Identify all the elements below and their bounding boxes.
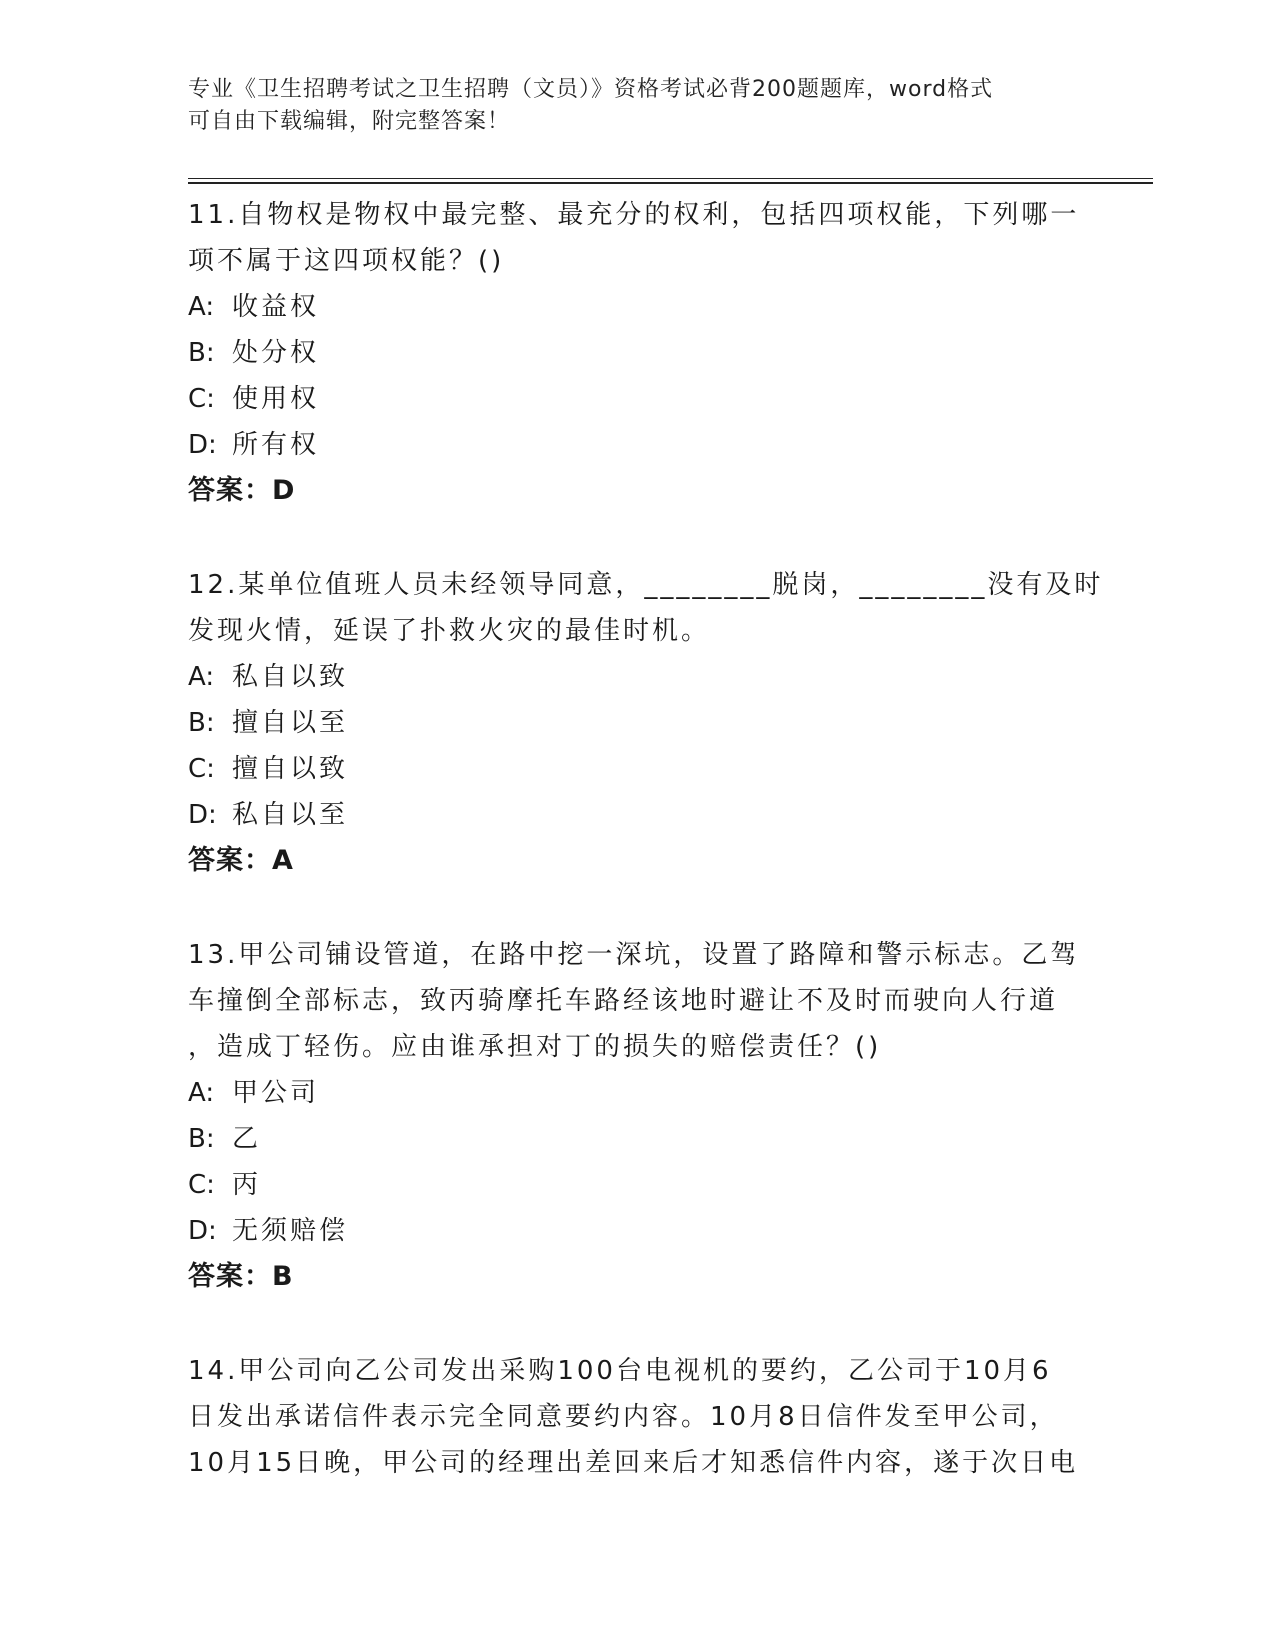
header-line-1: 专业《卫生招聘考试之卫生招聘（文员）》资格考试必背200题题库，word格式 (188, 77, 994, 102)
question-text-line: 13.甲公司铺设管道，在路中挖一深坑，设置了路障和警示标志。乙驾 (188, 940, 1080, 970)
option-text: 私自以至 (232, 800, 349, 830)
header-rule-thick (188, 182, 1153, 184)
question-text (188, 192, 1088, 284)
option-text: 私自以致 (232, 662, 349, 692)
option-label: C: (188, 754, 215, 784)
option-text: 所有权 (232, 430, 320, 460)
option-label: A: (188, 292, 215, 322)
question-text-line: 车撞倒全部标志，致丙骑摩托车路经该地时避让不及时而驶向人行道 (188, 986, 1059, 1016)
question-list (188, 192, 1104, 1486)
option-b (188, 330, 1088, 376)
question-text-line: 日发出承诺信件表示完全同意要约内容。10月8日信件发至甲公司， (188, 1402, 1059, 1432)
question-13 (188, 932, 1088, 1300)
option-label: B: (188, 708, 215, 738)
question-text-line: 发现火情，延误了扑救火灾的最佳时机。 (188, 616, 711, 646)
question-text-line: 10月15日晚，甲公司的经理出差回来后才知悉信件内容，遂于次日电 (188, 1448, 1079, 1478)
option-label: D: (188, 800, 217, 830)
option-label: C: (188, 384, 215, 414)
option-a (188, 654, 1088, 700)
option-label: B: (188, 338, 215, 368)
option-text: 甲公司 (232, 1078, 320, 1108)
spacer (188, 884, 1088, 932)
header-line-2: 可自由下载编辑，附完整答案！ (188, 109, 511, 134)
answer: 答案：A (188, 845, 294, 876)
option-d (188, 422, 1088, 468)
question-text-line: ，造成丁轻伤。应由谁承担对丁的损失的赔偿责任？() (188, 1032, 882, 1062)
option-a (188, 1070, 1088, 1116)
question-14 (188, 1348, 1088, 1486)
option-text: 处分权 (232, 338, 320, 368)
option-b (188, 1116, 1088, 1162)
option-c (188, 746, 1088, 792)
option-label: A: (188, 662, 215, 692)
option-label: C: (188, 1170, 215, 1200)
option-text: 乙 (232, 1124, 262, 1154)
option-b (188, 700, 1088, 746)
option-c (188, 376, 1088, 422)
question-11 (188, 192, 1088, 514)
question-12 (188, 562, 1104, 884)
option-label: B: (188, 1124, 215, 1154)
option-text: 擅自以至 (232, 708, 349, 738)
option-text: 收益权 (232, 292, 320, 322)
question-text-line: 项不属于这四项权能？() (188, 246, 505, 276)
option-label: D: (188, 1216, 217, 1246)
option-d (188, 1208, 1088, 1254)
option-text: 无须赔偿 (232, 1216, 349, 1246)
header-rule-thin (188, 178, 1153, 179)
spacer (188, 1300, 1088, 1348)
question-text-line: 11.自物权是物权中最完整、最充分的权利，包括四项权能，下列哪一 (188, 200, 1080, 230)
question-text-line: 14.甲公司向乙公司发出采购100台电视机的要约，乙公司于10月6 (188, 1356, 1052, 1386)
answer: 答案：B (188, 1261, 294, 1292)
option-a (188, 284, 1088, 330)
answer: 答案：D (188, 475, 296, 506)
option-text: 擅自以致 (232, 754, 349, 784)
question-text (188, 562, 1104, 654)
option-c (188, 1162, 1088, 1208)
option-d (188, 792, 1088, 838)
question-text (188, 1348, 1088, 1486)
option-text: 使用权 (232, 384, 320, 414)
option-label: A: (188, 1078, 215, 1108)
question-text-line: 12.某单位值班人员未经领导同意，________脱岗，________没有及时 (188, 570, 1104, 600)
document-header (188, 74, 1068, 138)
option-text: 丙 (232, 1170, 262, 1200)
option-label: D: (188, 430, 217, 460)
spacer (188, 514, 1088, 562)
question-text (188, 932, 1088, 1070)
